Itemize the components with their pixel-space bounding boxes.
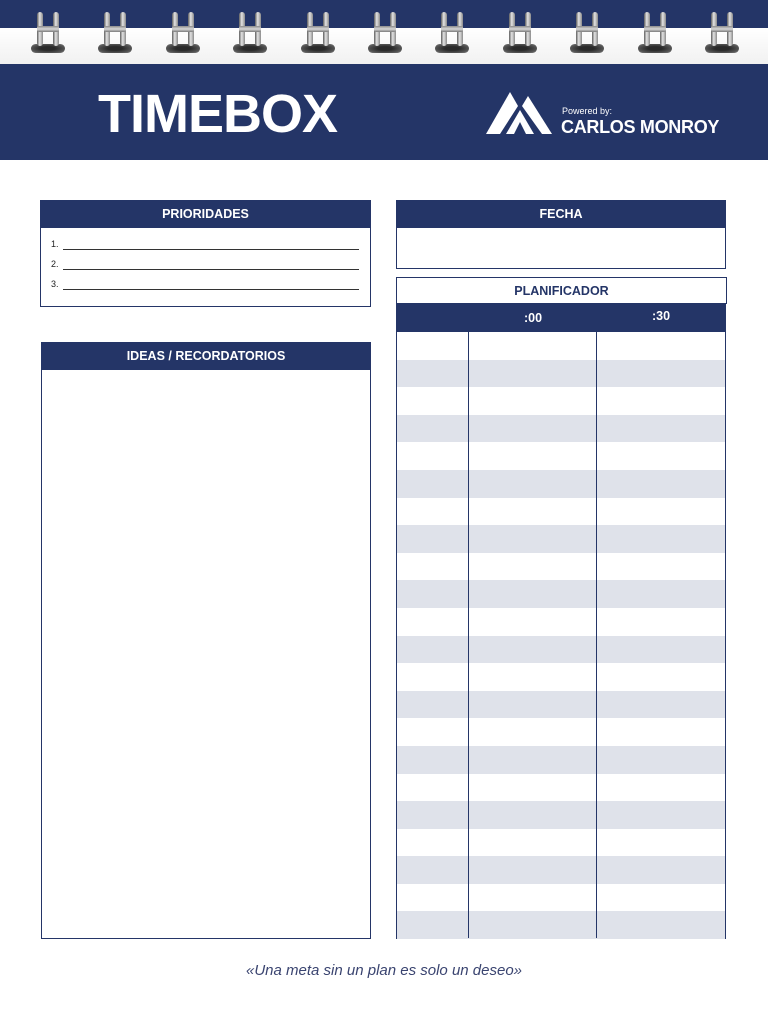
- planner-row[interactable]: [397, 691, 725, 719]
- footer-quote: «Una meta sin un plan es solo un deseo»: [245, 962, 523, 979]
- priority-line-3[interactable]: [51, 276, 359, 290]
- priority-write-line: [63, 249, 359, 250]
- priority-number: 2.: [51, 259, 59, 269]
- planner-row[interactable]: [397, 553, 725, 581]
- planner-row[interactable]: [397, 663, 725, 691]
- hour-column-header: [397, 305, 469, 332]
- priority-number: 1.: [51, 239, 59, 249]
- spiral-ring-icon: [503, 12, 537, 52]
- mountain-logo-icon: [486, 88, 552, 136]
- ideas-title: IDEAS / RECORDATORIOS: [42, 343, 370, 370]
- planner-row[interactable]: [397, 884, 725, 912]
- date-box: [396, 200, 726, 269]
- priorities-box: [40, 200, 371, 307]
- planner-row[interactable]: [397, 415, 725, 443]
- planner-row[interactable]: [397, 608, 725, 636]
- priority-write-line: [63, 269, 359, 270]
- planner-title: PLANIFICADOR: [396, 277, 727, 304]
- priorities-title: PRIORIDADES: [41, 201, 370, 228]
- spiral-ring-icon: [301, 12, 335, 52]
- column-header-00: :00: [523, 311, 543, 325]
- spiral-ring-icon: [435, 12, 469, 52]
- spiral-ring-icon: [166, 12, 200, 52]
- planner-row[interactable]: [397, 442, 725, 470]
- planner-row[interactable]: [397, 498, 725, 526]
- planner-row[interactable]: [397, 525, 725, 553]
- planner-row[interactable]: [397, 911, 725, 939]
- spiral-ring-icon: [31, 12, 65, 52]
- planner-row[interactable]: [397, 580, 725, 608]
- spiral-ring-icon: [233, 12, 267, 52]
- priority-write-line: [63, 289, 359, 290]
- ideas-box: [41, 342, 371, 939]
- planner-row[interactable]: [397, 718, 725, 746]
- planner-row[interactable]: [397, 746, 725, 774]
- priority-number: 3.: [51, 279, 59, 289]
- planner-header-row: [397, 305, 725, 332]
- spiral-ring-icon: [570, 12, 604, 52]
- planner-row[interactable]: [397, 636, 725, 664]
- date-field[interactable]: [397, 228, 725, 268]
- ideas-writing-area[interactable]: [42, 370, 370, 938]
- spiral-ring-icon: [705, 12, 739, 52]
- priority-line-1[interactable]: [51, 236, 359, 250]
- brand-name: CARLOS MONROY: [561, 117, 720, 137]
- spiral-ring-icon: [98, 12, 132, 52]
- planner-row[interactable]: [397, 387, 725, 415]
- planner-row[interactable]: [397, 360, 725, 388]
- planner-row[interactable]: [397, 801, 725, 829]
- column-divider: [596, 332, 597, 938]
- column-header-30: :30: [651, 309, 671, 323]
- spiral-ring-icon: [638, 12, 672, 52]
- planner-row[interactable]: [397, 856, 725, 884]
- planner-row[interactable]: [397, 774, 725, 802]
- page-title: TIMEBOX: [98, 84, 338, 144]
- priority-line-2[interactable]: [51, 256, 359, 270]
- planner-row[interactable]: [397, 470, 725, 498]
- spiral-ring-icon: [368, 12, 402, 52]
- powered-by-label: Powered by:: [562, 106, 613, 116]
- planner-row[interactable]: [397, 332, 725, 360]
- date-title: FECHA: [397, 201, 725, 228]
- planner-row[interactable]: [397, 829, 725, 857]
- planner-grid: [396, 304, 726, 939]
- planner-rows: [397, 332, 725, 939]
- column-divider: [468, 332, 469, 938]
